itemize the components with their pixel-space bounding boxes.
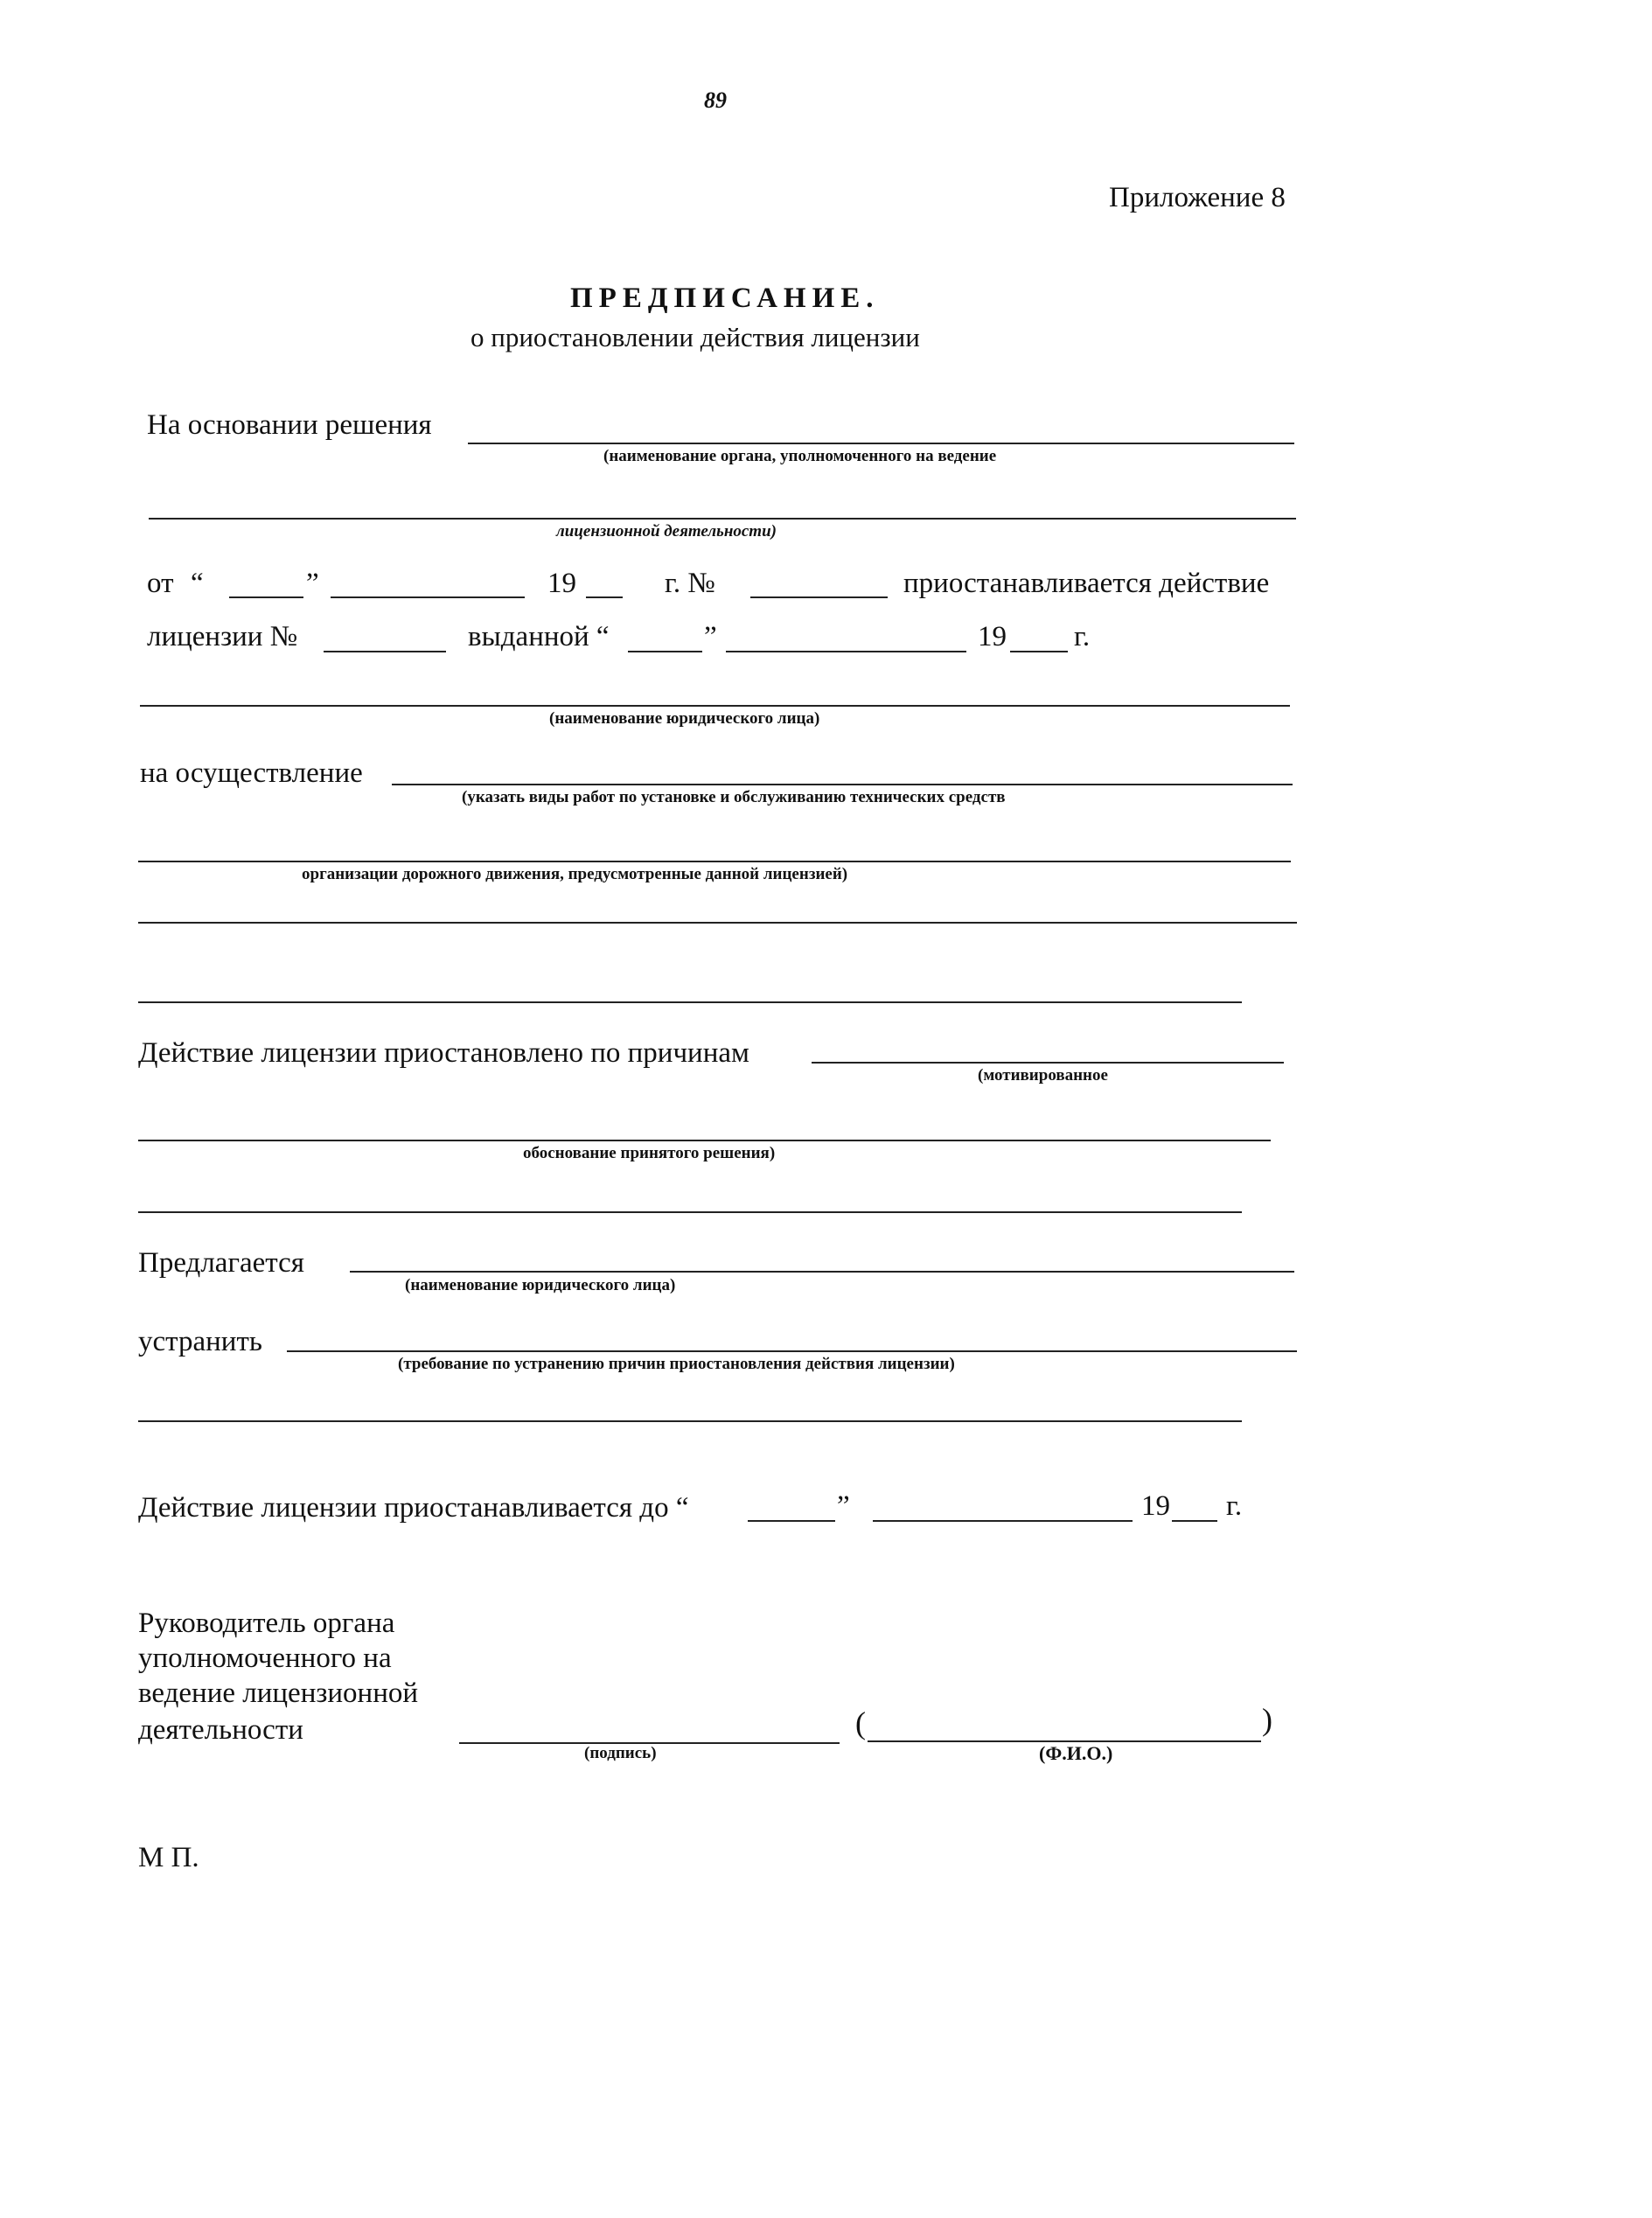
basis-label: На основании решения [147, 409, 432, 441]
issued-day-line[interactable] [628, 651, 702, 652]
issued-label: выданной “ [468, 621, 610, 652]
from-quote-close: ” [306, 568, 319, 599]
eliminate-hint: (требование по устранению причин приостановления действия лицензии) [398, 1355, 955, 1373]
license-number-label: лицензии № [147, 621, 298, 652]
document-title: ПРЕДПИСАНИЕ. [570, 282, 880, 314]
legal-entity-line[interactable] [140, 705, 1290, 707]
from-month-line[interactable] [331, 596, 525, 598]
signatory-line-3: ведение лицензионной [138, 1677, 419, 1709]
reasons-label: Действие лицензии приостановлено по причинам [138, 1037, 749, 1069]
issued-g: г. [1074, 621, 1091, 652]
basis-field-line[interactable] [468, 443, 1294, 444]
proposed-hint: (наименование юридического лица) [405, 1276, 676, 1294]
proposed-field-line[interactable] [350, 1271, 1294, 1273]
license-number-line[interactable] [324, 651, 446, 652]
eliminate-field-line[interactable] [287, 1350, 1297, 1352]
issued-month-line[interactable] [726, 651, 966, 652]
issued-year: 19 [978, 621, 1007, 652]
appendix-label: Приложение 8 [1109, 182, 1286, 213]
activity-field-line-4[interactable] [138, 1001, 1242, 1003]
until-g: г. [1226, 1490, 1243, 1522]
decision-number-line[interactable] [750, 596, 888, 598]
fio-paren-close: ) [1262, 1702, 1272, 1737]
reasons-field-line-2[interactable] [138, 1140, 1271, 1141]
activity-field-line-2[interactable] [138, 861, 1291, 862]
reasons-hint-2: обоснование принятого решения) [523, 1144, 776, 1162]
from-year-line[interactable] [586, 596, 623, 598]
reasons-field-line-3[interactable] [138, 1211, 1242, 1213]
issued-quote-close: ” [704, 621, 717, 652]
fio-hint: (Ф.И.О.) [1039, 1742, 1113, 1764]
from-quote-open: “ [191, 568, 204, 599]
until-label: Действие лицензии приостанавливается до “ [138, 1492, 689, 1524]
activity-field-line-3[interactable] [138, 922, 1297, 924]
eliminate-label: устранить [138, 1326, 262, 1357]
basis-hint-2: лицензионной деятельности) [556, 522, 777, 541]
proposed-label: Предлагается [138, 1247, 304, 1279]
basis-field-line-2[interactable] [149, 518, 1296, 520]
signatory-line-1: Руководитель органа [138, 1608, 395, 1639]
from-day-line[interactable] [229, 596, 303, 598]
legal-entity-hint: (наименование юридического лица) [549, 709, 820, 728]
issued-year-line[interactable] [1010, 651, 1068, 652]
stamp-mark: М П. [138, 1842, 199, 1873]
document-subtitle: о приостановлении действия лицензии [471, 322, 920, 352]
signature-hint: (подпись) [584, 1744, 657, 1762]
until-year-line[interactable] [1172, 1520, 1217, 1522]
from-year: 19 [547, 568, 576, 599]
fio-paren-open: ( [855, 1705, 866, 1740]
activity-label: на осуществление [140, 757, 363, 789]
page-number: 89 [704, 87, 727, 113]
until-month-line[interactable] [873, 1520, 1133, 1522]
from-g-no: г. № [665, 568, 715, 599]
reasons-hint-1: (мотивированное [978, 1066, 1108, 1085]
until-year: 19 [1141, 1490, 1170, 1522]
activity-hint-2: организации дорожного движения, предусмотренные данной лицензией) [302, 865, 848, 883]
eliminate-field-line-2[interactable] [138, 1420, 1242, 1422]
until-quote-close: ” [837, 1490, 850, 1522]
until-day-line[interactable] [748, 1520, 835, 1522]
activity-field-line[interactable] [392, 784, 1293, 785]
reasons-field-line[interactable] [812, 1062, 1284, 1064]
signatory-line-4: деятельности [138, 1714, 303, 1746]
signatory-line-2: уполномоченного на [138, 1643, 392, 1674]
activity-hint-1: (указать виды работ по установке и обслуживанию технических средств [462, 788, 1006, 806]
from-label: от [147, 568, 174, 599]
suspended-text: приостанавливается действие [903, 568, 1270, 599]
basis-hint-1: (наименование органа, уполномоченного на ведение [603, 447, 997, 465]
